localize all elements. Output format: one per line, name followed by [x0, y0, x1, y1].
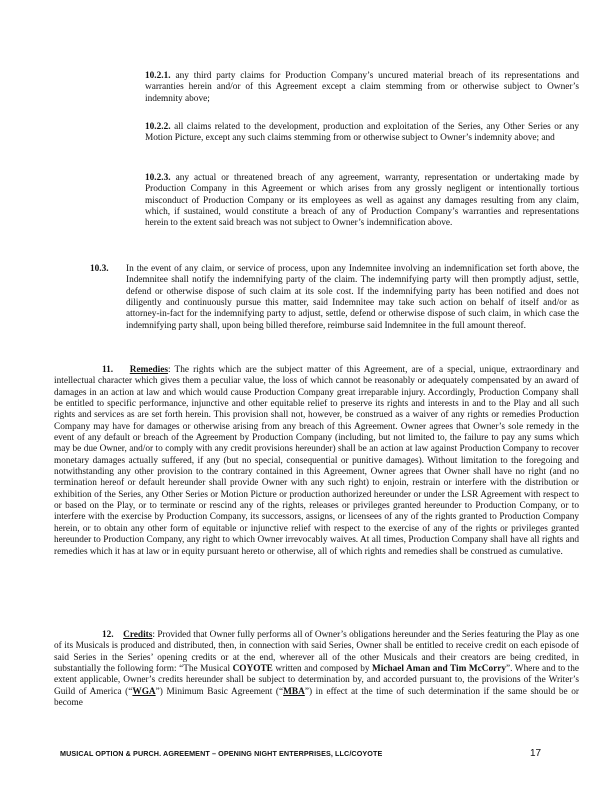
section-12-credits — [54, 630, 579, 709]
section-number: 11. — [102, 365, 114, 375]
section-heading: Credits — [123, 630, 153, 640]
clause-10-2-2 — [145, 122, 579, 145]
clause-number: 10.2.3. — [145, 173, 171, 183]
clause-number: 10.2.1. — [145, 71, 171, 81]
section-11-remedies — [54, 365, 579, 558]
clause-number: 10.3. — [90, 264, 109, 274]
clause-number: 10.2.2. — [145, 122, 171, 132]
defined-term-mba: MBA — [283, 686, 305, 697]
section-text: written and composed by — [272, 664, 372, 675]
musical-title: COYOTE — [232, 664, 273, 675]
section-text: : The rights which are the subject matter of this Agreement, are of a special, unique, extraordinary and intellectual character which gives them a peculiar value, the loss of which cannot be reasonably or adequately compensated by an award of damages in an action at law and which would cause Production Company great irreparable injury. Accordingly, Production Company shall be entitled to specific performance, injunctive and other equitable relief to preserve its rights and interests in and to the Play and all such rights and services as are set forth herein. This provision shall not, however, be construed as a waiver of any rights or remedies Production Company may have for damages or otherwise arising from any breach of this Agreement. Owner agrees that Owner’s sole remedy in the event of any default or breach of the Agreement by Production Company (including, but not limited to, the failure to pay any sums which may be due Owner, and/or to comply with any credit provisions hereunder) shall be an action at law against Production Company to recover monetary damages actually suffered, if any (but no special, consequential or punitive damages). Without limitation to the foregoing and notwithstanding any other provision to the contrary contained in this Agreement, Owner agrees that Owner shall have no right (and no termination hereof or default hereunder shall provide Owner with any such right) to enjoin, restrain or interfere with the distribution or exhibition of the Series, any Other Series or Motion Picture or production authorized hereunder or under the LSR Agreement with respect to or based on the Play, or to terminate or rescind any of the rights, releases or privileges granted hereunder to Production Company, or to interfere with the exercise by Production Company, its successors, assigns, or licensees of any of the rights granted to Production Company herein, or to obtain any other form of equitable or injunctive relief with respect to the exercise of any of the rights or privileges granted hereunder to Production Company, any right to which Owner irrevocably waives. At all times, Production Company shall have all rights and remedies which it has at law or in equity pursuant hereto or otherwise, all of which rights and remedies shall be construed as cumulative. — [54, 365, 579, 557]
section-text: ”) in effect at the time of such determination if the same should be or become — [54, 686, 579, 709]
clause-text: any actual or threatened breach of any agreement, warranty, representation or undertaking made by Production Company in this Agreement or which arises from any grossly negligent or intentionally tortious misconduct of Production Company or its employees as well as against any damages resulting from any claim, which, if sustained, would constitute a breach of any of Production Company’s warranties and representations herein to the extent said breach was not subject to Owner’s indemnification above. — [145, 173, 579, 229]
clause-text: any third party claims for Production Company’s uncured material breach of its representations and warranties herein and/or of this Agreement except a claim stemming from or otherwise subject to Owner’s indemnity above; — [145, 71, 579, 104]
footer-label: MUSICAL OPTION & PURCH. AGREEMENT – OPENING NIGHT ENTERPRISES, LLC/COYOTE — [60, 749, 383, 758]
author-names: Michael Aman and Tim McCorry — [372, 664, 507, 675]
section-text: : Provided that Owner fully performs all of Owner’s obligations hereunder and the Series featuring the Play as one of its Musicals is produced and distributed, then, in connection with said Series, Owner shall be entitled to receive credit on each episode of said Series in the Series’ opening credits or at the end, wherever all of the other Musicals and their creators are being credited, in substantially the following form: “The Musical — [54, 630, 580, 675]
page-number: 17 — [530, 748, 542, 759]
section-text: ”) Minimum Basic Agreement (“ — [155, 686, 284, 697]
section-heading: Remedies — [129, 365, 168, 375]
clause-text: In the event of any claim, or service of process, upon any Indemnitee involving an indemnification set forth above, the Indemnitee shall notify the indemnifying party of the claim. The indemnifying party will then promptly adjust, settle, defend or otherwise dispose of such claim at its sole cost. If the indemnifying party has been notified and does not diligently and continuously pursue this matter, said Indemnitee may take such action on behalf of itself and/or as attorney-in-fact for the indemnifying party to adjust, settle, defend or otherwise dispose of such claim, in which case the indemnifying party shall, upon being billed therefore, reimburse said Indemnitee in the full amount thereof. — [126, 264, 579, 331]
clause-text: all claims related to the development, production and exploitation of the Series, any Other Series or any Motion Picture, except any such claims stemming from or otherwise subject to Owner’s indemnity above; and — [145, 122, 579, 144]
section-text: ”. Where and to the extent applicable, Owner’s credits hereunder shall be subject to determination by, and accorded pursuant to, the provisions of the Writer’s Guild of America (“ — [54, 664, 580, 697]
clause-10-2-1 — [145, 71, 579, 105]
clause-10-2-3 — [145, 173, 579, 230]
defined-term-wga: WGA — [132, 686, 156, 697]
section-number: 12. — [102, 630, 114, 640]
